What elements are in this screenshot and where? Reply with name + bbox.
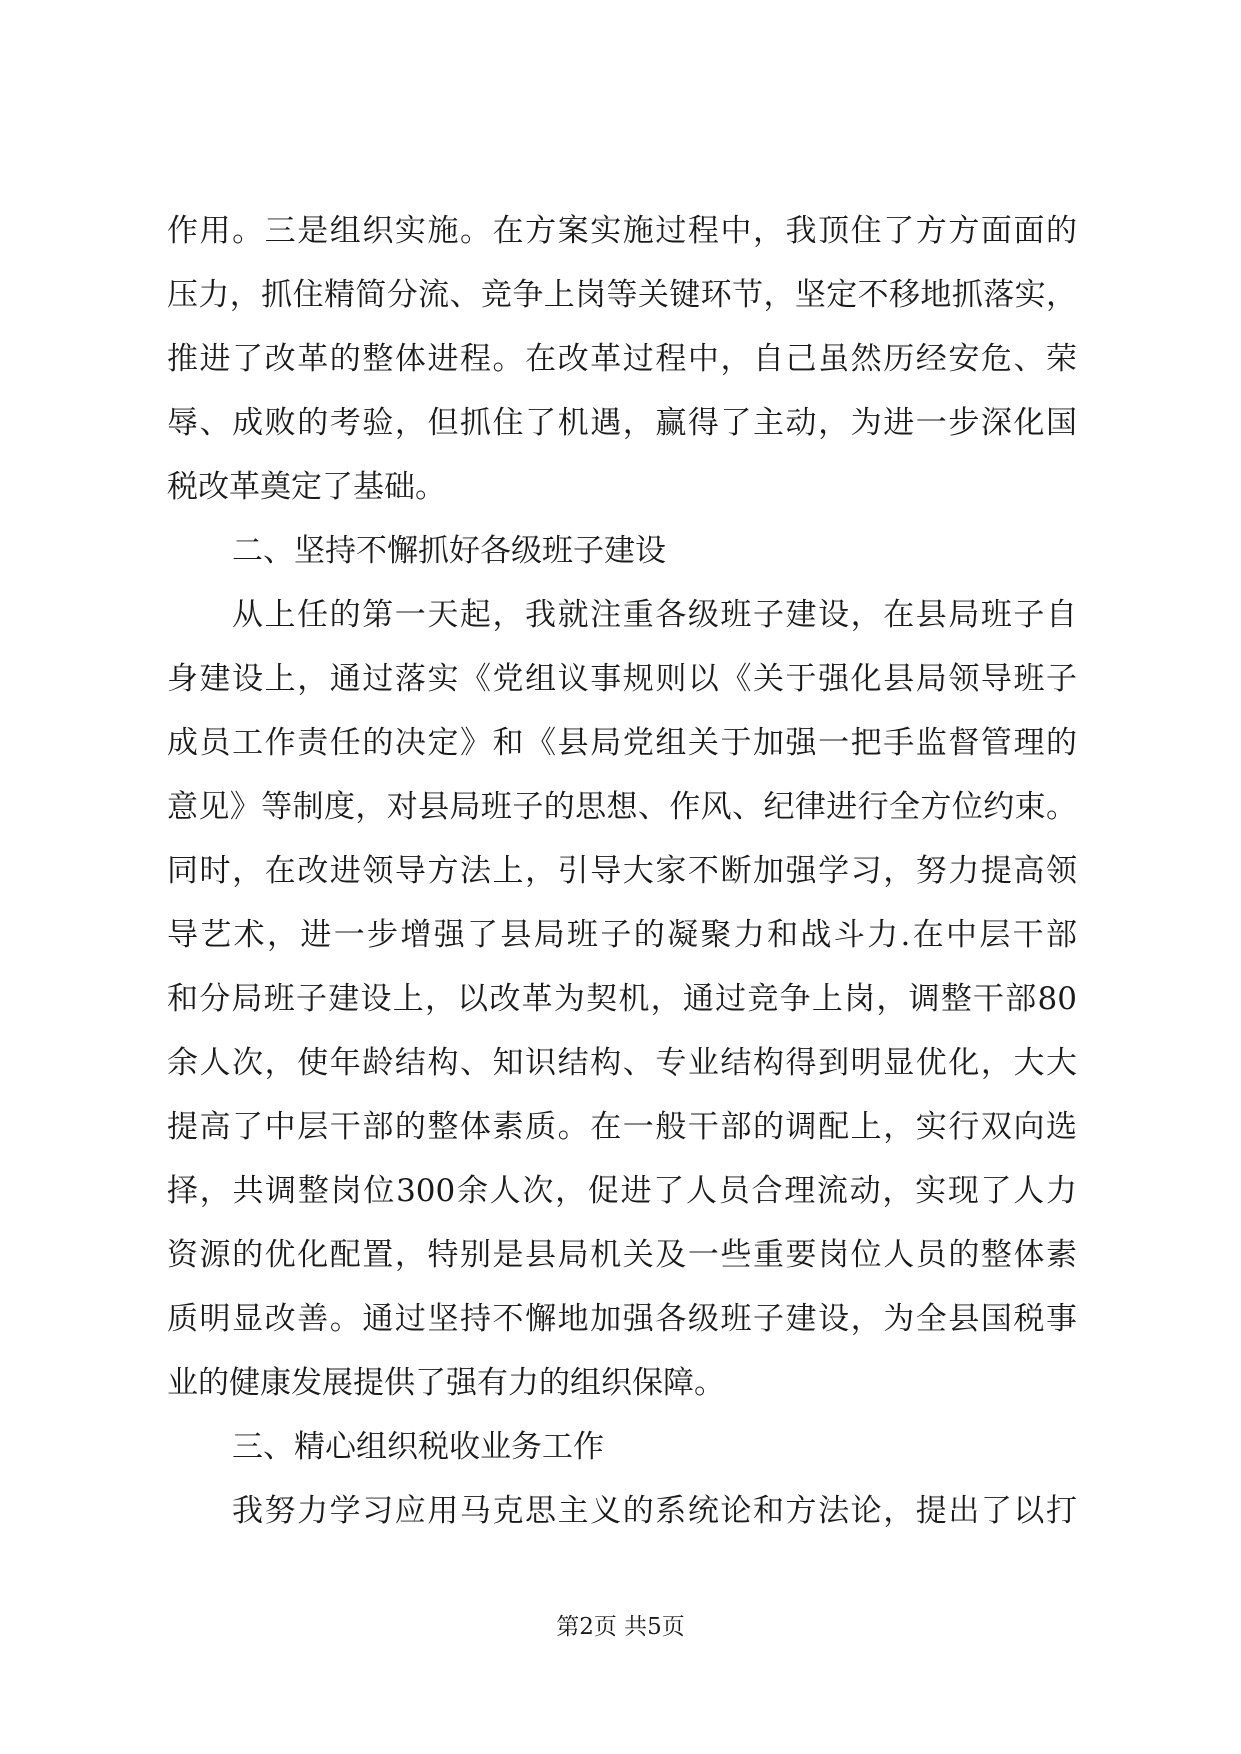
body-text-line: 同时，在改进领导方法上，引导大家不断加强学习，努力提高领 bbox=[167, 853, 1077, 889]
section-heading: 二、坚持不懈抓好各级班子建设 bbox=[232, 533, 666, 569]
body-text-line: 意见》等制度，对县局班子的思想、作风、纪律进行全方位约束。 bbox=[167, 789, 1077, 825]
body-text-line: 资源的优化配置，特别是县局机关及一些重要岗位人员的整体素 bbox=[167, 1237, 1077, 1273]
body-text-line: 成员工作责任的决定》和《县局党组关于加强一把手监督管理的 bbox=[167, 725, 1077, 761]
body-text-line: 辱、成败的考验，但抓住了机遇，赢得了主动，为进一步深化国 bbox=[167, 405, 1077, 441]
body-text-line: 作用。三是组织实施。在方案实施过程中，我顶住了方方面面的 bbox=[167, 213, 1077, 249]
body-text-line: 择，共调整岗位300余人次，促进了人员合理流动，实现了人力 bbox=[167, 1173, 1077, 1209]
body-text-line: 导艺术，进一步增强了县局班子的凝聚力和战斗力.在中层干部 bbox=[167, 917, 1077, 953]
body-text-line: 我努力学习应用马克思主义的系统论和方法论，提出了以打 bbox=[232, 1493, 1077, 1529]
body-text-line: 税改革奠定了基础。 bbox=[167, 469, 446, 505]
body-text-line: 从上任的第一天起，我就注重各级班子建设，在县局班子自 bbox=[232, 597, 1077, 633]
body-text-line: 和分局班子建设上，以改革为契机，通过竞争上岗，调整干部80 bbox=[167, 981, 1077, 1017]
body-text-line: 余人次，使年龄结构、知识结构、专业结构得到明显优化，大大 bbox=[167, 1045, 1077, 1081]
page-number-footer: 第2页 共5页 bbox=[556, 1614, 685, 1640]
body-text-line: 推进了改革的整体进程。在改革过程中，自己虽然历经安危、荣 bbox=[167, 341, 1077, 377]
body-text-line: 业的健康发展提供了强有力的组织保障。 bbox=[167, 1365, 725, 1401]
section-heading: 三、精心组织税收业务工作 bbox=[232, 1429, 604, 1465]
body-text-line: 压力，抓住精简分流、竞争上岗等关键环节，坚定不移地抓落实， bbox=[167, 277, 1077, 313]
body-text-line: 提高了中层干部的整体素质。在一般干部的调配上，实行双向选 bbox=[167, 1109, 1077, 1145]
body-text-line: 身建设上，通过落实《党组议事规则以《关于强化县局领导班子 bbox=[167, 661, 1077, 697]
body-text-line: 质明显改善。通过坚持不懈地加强各级班子建设，为全县国税事 bbox=[167, 1301, 1077, 1337]
